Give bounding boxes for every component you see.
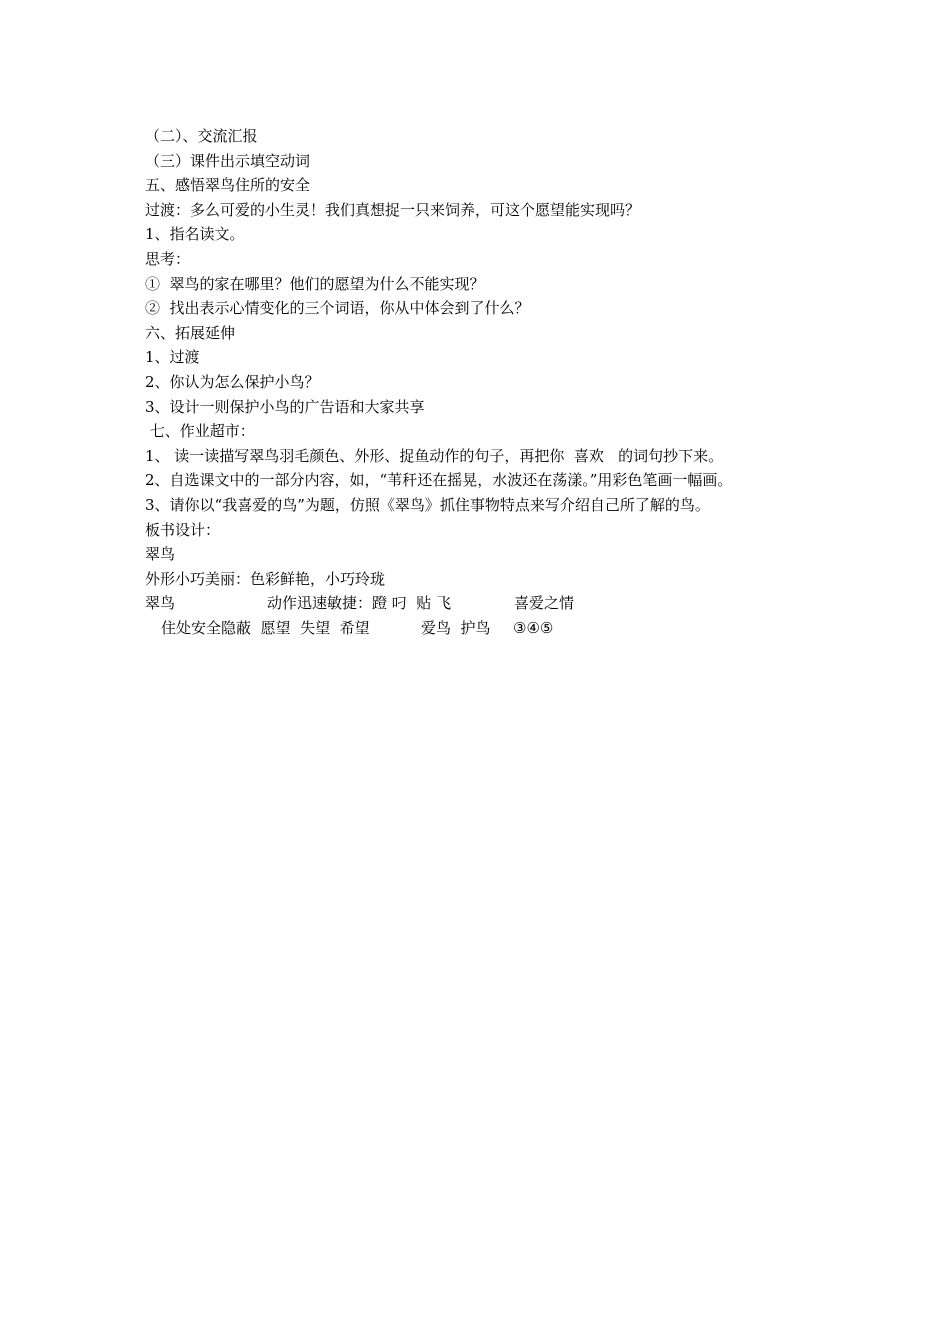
board-row-left: 住处安全隐蔽 愿望 失望 希望 xyxy=(161,618,370,637)
question-item-1: ① 翠鸟的家在哪里？他们的愿望为什么不能实现？ xyxy=(145,274,485,293)
homework-item-3: 3、请你以“我喜爱的鸟”为题，仿照《翠鸟》抓住事物特点来写介绍自己所了解的鸟。 xyxy=(145,495,710,514)
list-item: 1、指名读文。 xyxy=(145,225,245,244)
homework-item-2: 2、自选课文中的一部分内容，如，“苇秆还在摇晃，水波还在荡漾。”用彩色笔画一幅画。 xyxy=(145,471,733,490)
list-item: 2、你认为怎么保护小鸟？ xyxy=(145,372,320,391)
lesson-plan-text xyxy=(145,124,825,640)
section-exchange-report: （二）、交流汇报 xyxy=(145,127,258,145)
heading-section-five: 五、感悟翠鸟住所的安全 xyxy=(145,176,311,195)
board-row-right: 喜爱之情 xyxy=(514,594,575,613)
homework-item-1: 1、 读一读描写翠鸟羽毛颜色、外形、捉鱼动作的句子，再把你 喜欢 的词句抄下来。 xyxy=(145,446,724,465)
question-item-2: ② 找出表示心情变化的三个词语，你从中体会到了什么？ xyxy=(145,299,530,318)
board-row-home xyxy=(145,616,825,641)
think-label: 思考： xyxy=(145,249,191,268)
board-title: 翠鸟 xyxy=(145,545,176,564)
list-item: 1、过渡 xyxy=(145,348,200,367)
transition-paragraph: 过渡：多么可爱的小生灵！我们真想捉一只来饲养，可这个愿望能实现吗？ xyxy=(145,200,641,219)
board-row-middle: 动作迅速敏捷：蹬 叼 贴 飞 xyxy=(267,594,452,613)
board-row-action xyxy=(145,591,825,616)
board-row-right: ③④⑤ xyxy=(513,618,554,637)
list-item: 3、设计一则保护小鸟的广告语和大家共享 xyxy=(145,397,425,416)
heading-section-seven: 七、作业超市： xyxy=(145,422,255,441)
heading-section-six: 六、拓展延伸 xyxy=(145,323,236,342)
board-row-left: 翠鸟 xyxy=(145,594,176,613)
board-design-label: 板书设计： xyxy=(145,520,221,539)
board-appearance-line: 外形小巧美丽：色彩鲜艳，小巧玲珑 xyxy=(145,569,386,588)
section-courseware-fill-verbs: （三）课件出示填空动词 xyxy=(145,151,311,170)
board-row-middle: 爱鸟 护鸟 xyxy=(421,618,491,637)
